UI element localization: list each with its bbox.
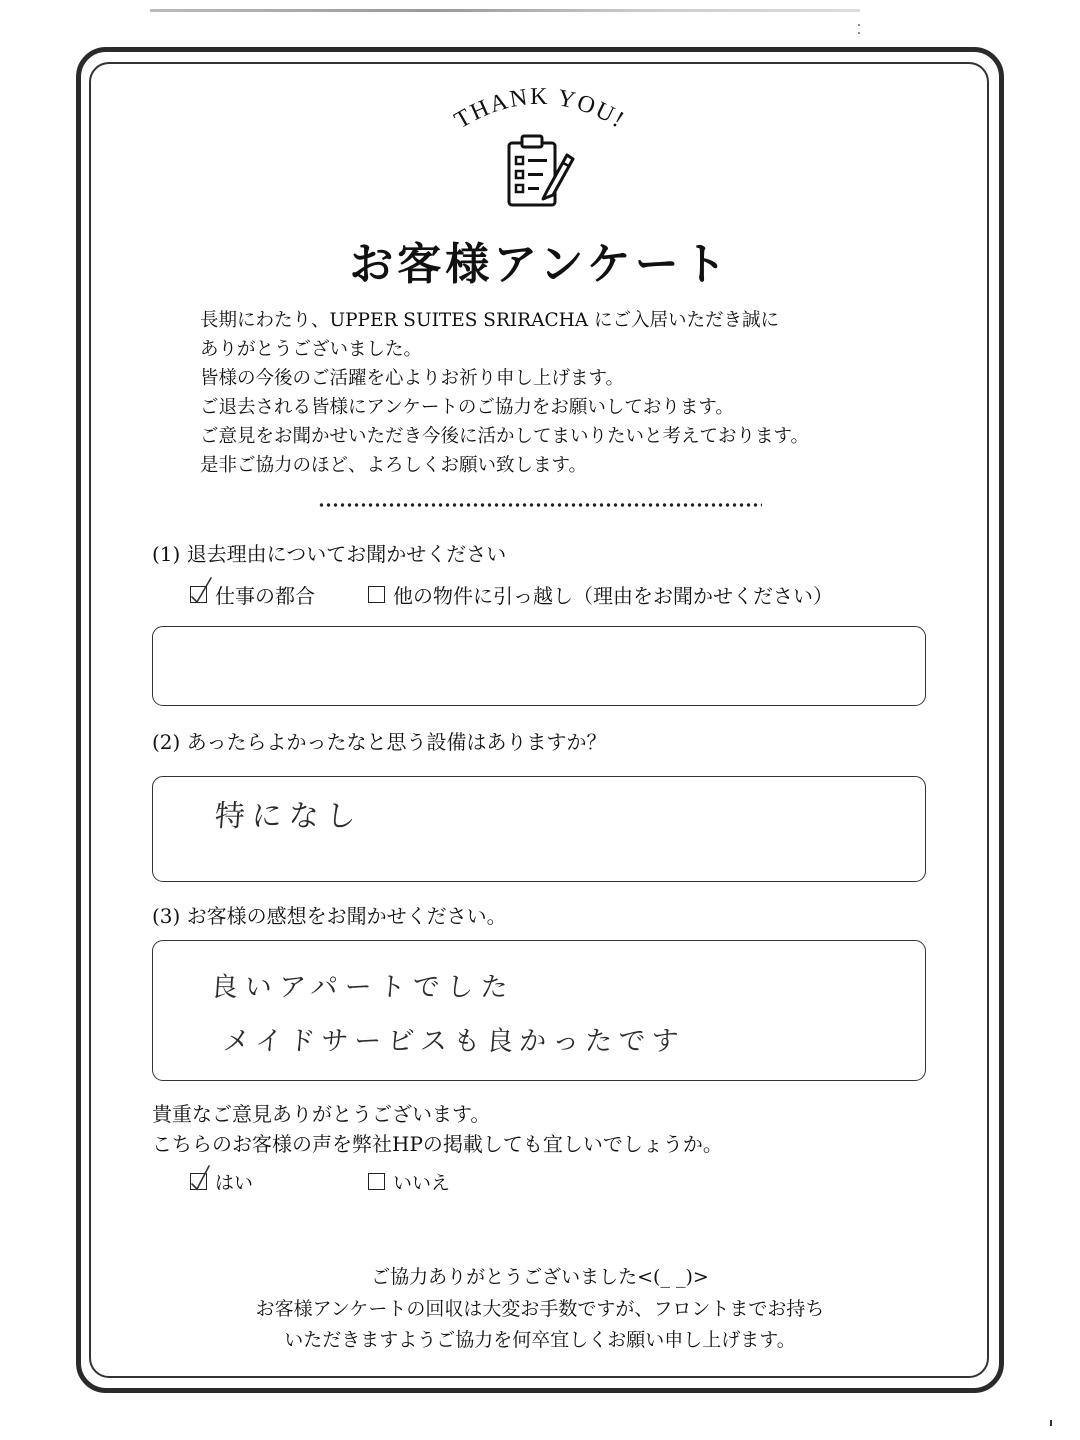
handwritten-answer-3-line2: メイドサービスも良かったです — [221, 1026, 686, 1057]
question-1: (1) 退去理由についてお聞かせください — [152, 542, 507, 566]
option-yes[interactable] — [190, 1168, 253, 1195]
clipboard-checklist-icon — [503, 133, 577, 209]
option-move-label: 他の物件に引っ越し（理由をお聞かせください） — [393, 584, 833, 608]
intro-line: ありがとうございました。 — [200, 339, 423, 360]
handwritten-answer-3-line1: 良いアパートでした — [209, 972, 516, 1003]
checkmark-icon — [189, 577, 217, 605]
consent-text-1: 貴重なご意見ありがとうございます。 — [152, 1102, 491, 1126]
footer-line-3: いただきますようご協力を何卒宜しくお願い申し上げます。 — [284, 1329, 796, 1351]
question-2: (2) あったらよかったなと思う設備はありますか？ — [152, 730, 607, 754]
scan-speck — [1050, 1420, 1052, 1426]
intro-line: 皆様の今後のご活躍を心よりお祈り申し上げます。 — [200, 368, 625, 389]
thank-you-textpath: THANK YOU! — [450, 83, 630, 135]
checkmark-icon — [189, 1164, 217, 1192]
option-work[interactable] — [190, 580, 315, 609]
option-work-label: 仕事の都合 — [215, 584, 315, 608]
answer-box-2[interactable] — [152, 776, 926, 882]
intro-line: 長期にわたり、UPPER SUITES SRIRACHA にご入居いただき誠に — [200, 310, 780, 331]
handwritten-answer-2: 特になし — [213, 799, 364, 834]
question-3: (3) お客様の感想をお聞かせください。 — [152, 904, 507, 928]
dotted-divider — [318, 502, 762, 508]
option-yes-label: はい — [215, 1172, 254, 1194]
answer-box-3[interactable] — [152, 940, 926, 1081]
scan-speck — [858, 24, 860, 26]
consent-text-2: こちらのお客様の声を弊社HPの掲載しても宜しいでしょうか。 — [152, 1132, 723, 1156]
intro-line: 是非ご協力のほど、よろしくお願い致します。 — [200, 455, 588, 476]
scan-artifact-line — [150, 9, 860, 12]
page-title: お客様アンケート — [349, 239, 731, 290]
thank-you-text — [450, 84, 630, 134]
checkbox-work[interactable] — [190, 586, 207, 603]
footer-line-2: お客様アンケートの回収は大変お手数ですが、フロントまでお持ち — [255, 1298, 825, 1320]
option-no-label: いいえ — [393, 1172, 451, 1194]
option-no[interactable] — [368, 1168, 450, 1195]
footer-thanks: ご協力ありがとうございました<(_ _)> — [371, 1266, 709, 1288]
checkbox-no[interactable] — [368, 1173, 385, 1190]
option-move[interactable] — [368, 580, 833, 609]
intro-text — [200, 306, 900, 480]
intro-line: ご退去される皆様にアンケートのご協力をお願いしております。 — [200, 397, 734, 418]
checkbox-move[interactable] — [368, 586, 385, 603]
checkbox-yes[interactable] — [190, 1173, 207, 1190]
answer-box-1[interactable] — [152, 626, 926, 706]
intro-line: ご意見をお聞かせいただき今後に活かしてまいりたいと考えております。 — [200, 426, 810, 447]
